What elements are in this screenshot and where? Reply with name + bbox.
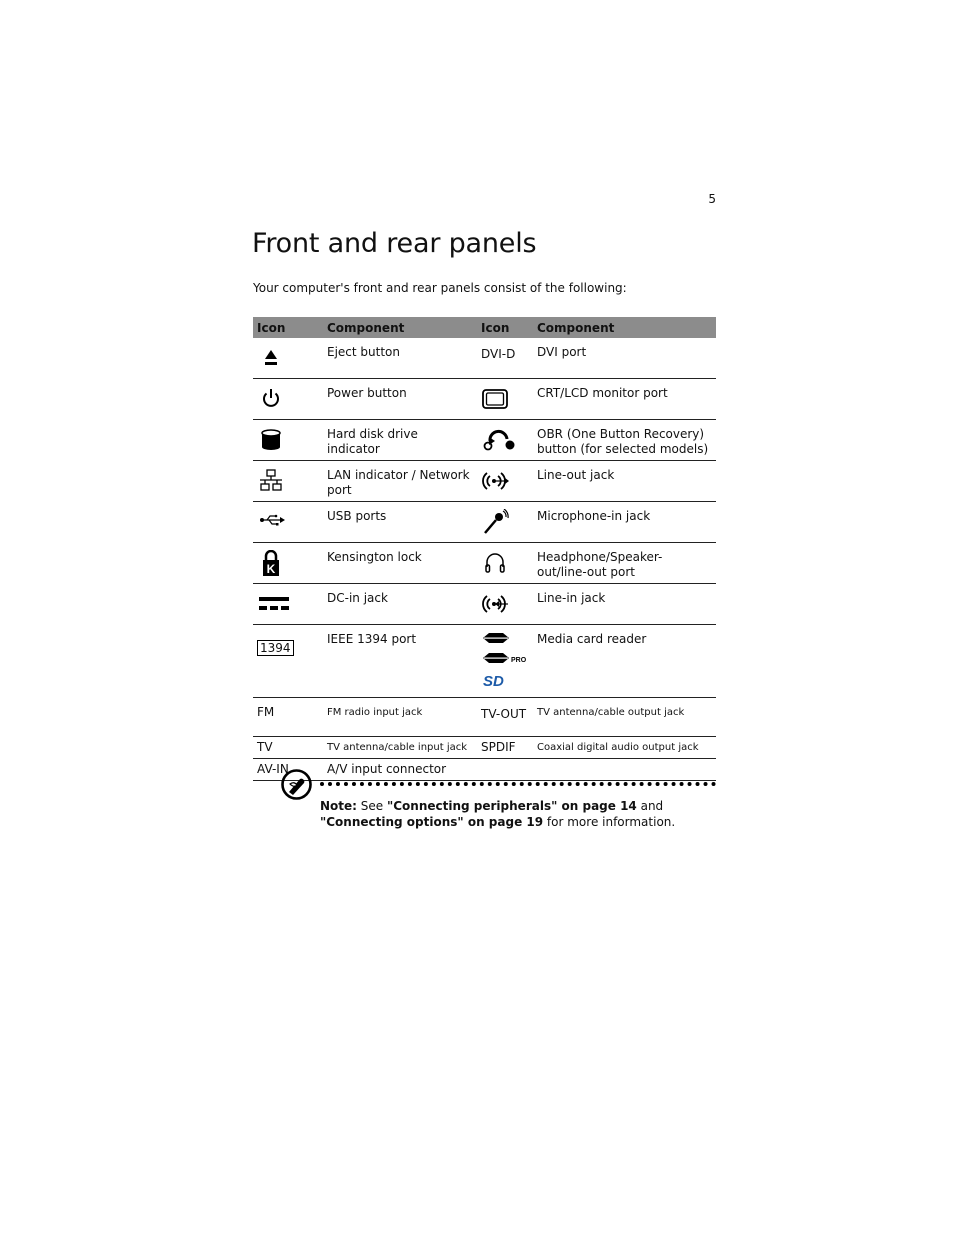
component-label: FM radio input jack — [323, 698, 477, 737]
hard-disk-icon — [257, 427, 285, 453]
power-icon — [257, 386, 285, 412]
component-label: IEEE 1394 port — [323, 625, 477, 698]
note-icon — [280, 768, 313, 801]
av-in-label: AV-IN — [253, 759, 323, 781]
component-label: DVI port — [533, 338, 716, 379]
tv-out-label: TV-OUT — [477, 698, 533, 737]
table-row — [253, 379, 716, 420]
fm-label: FM — [253, 698, 323, 737]
component-label: CRT/LCD monitor port — [533, 379, 716, 420]
component-label: Power button — [323, 379, 477, 420]
component-label: Line-out jack — [533, 461, 716, 502]
component-label: Media card reader — [533, 625, 716, 698]
eject-icon — [257, 345, 285, 371]
table-row — [253, 338, 716, 379]
note-link-connecting-peripherals[interactable]: "Connecting peripherals" on page 14 — [386, 799, 637, 813]
line-out-icon — [481, 468, 509, 494]
page-number: 5 — [708, 192, 716, 206]
component-label: OBR (One Button Recovery) button (for selected models) — [533, 420, 716, 461]
tv-label: TV — [253, 737, 323, 759]
spdif-label: SPDIF — [477, 737, 533, 759]
table-row — [253, 502, 716, 543]
media-card-icon — [481, 632, 527, 688]
note-text-mid: and — [636, 799, 664, 813]
media-card-pro-text: PRO — [511, 657, 527, 664]
line-in-icon — [481, 591, 509, 617]
note-text-after: for more information. — [543, 815, 676, 829]
note-text-before: See — [356, 799, 387, 813]
note-link-connecting-options[interactable]: "Connecting options" on page 19 — [320, 815, 544, 829]
component-label: USB ports — [323, 502, 477, 543]
header-icon-left: Icon — [253, 317, 323, 338]
component-label: Kensington lock — [323, 543, 477, 584]
note-box — [280, 768, 716, 838]
microphone-icon — [481, 509, 509, 535]
table-row — [253, 584, 716, 625]
note-text — [320, 798, 716, 830]
svg-text:K: K — [266, 562, 276, 576]
component-label: TV antenna/cable input jack — [323, 737, 477, 759]
table-row — [253, 737, 716, 759]
monitor-icon — [481, 386, 509, 412]
component-label: Coaxial digital audio output jack — [533, 737, 716, 759]
header-component-right: Component — [533, 317, 716, 338]
table-row — [253, 625, 716, 698]
kensington-lock-icon — [257, 550, 285, 576]
table-row — [253, 698, 716, 737]
component-label: Microphone-in jack — [533, 502, 716, 543]
table-row — [253, 420, 716, 461]
ieee-1394-label: 1394 — [257, 640, 294, 656]
table-row — [253, 543, 716, 584]
component-label: Eject button — [323, 338, 477, 379]
usb-icon — [257, 509, 285, 535]
table-header-row — [253, 317, 716, 338]
network-icon — [257, 468, 285, 494]
component-label: LAN indicator / Network port — [323, 461, 477, 502]
table-row — [253, 461, 716, 502]
note-label: Note: — [320, 799, 357, 813]
components-table — [253, 317, 716, 781]
page-title: Front and rear panels — [252, 228, 537, 259]
headphone-icon — [481, 550, 509, 576]
obr-icon — [481, 427, 517, 453]
dvi-d-label: DVI-D — [481, 347, 516, 361]
header-icon-right: Icon — [477, 317, 533, 338]
intro-text: Your computer's front and rear panels consist of the following: — [253, 281, 627, 295]
component-label: Headphone/Speaker-out/line-out port — [533, 543, 716, 584]
component-label: A/V input connector — [323, 759, 477, 781]
component-label: Line-in jack — [533, 584, 716, 625]
component-label: TV antenna/cable output jack — [533, 698, 716, 737]
svg-text:SD: SD — [483, 673, 504, 688]
dc-in-icon — [257, 591, 291, 617]
component-label: DC-in jack — [323, 584, 477, 625]
note-divider — [320, 782, 716, 786]
header-component-left: Component — [323, 317, 477, 338]
component-label: Hard disk drive indicator — [323, 420, 477, 461]
